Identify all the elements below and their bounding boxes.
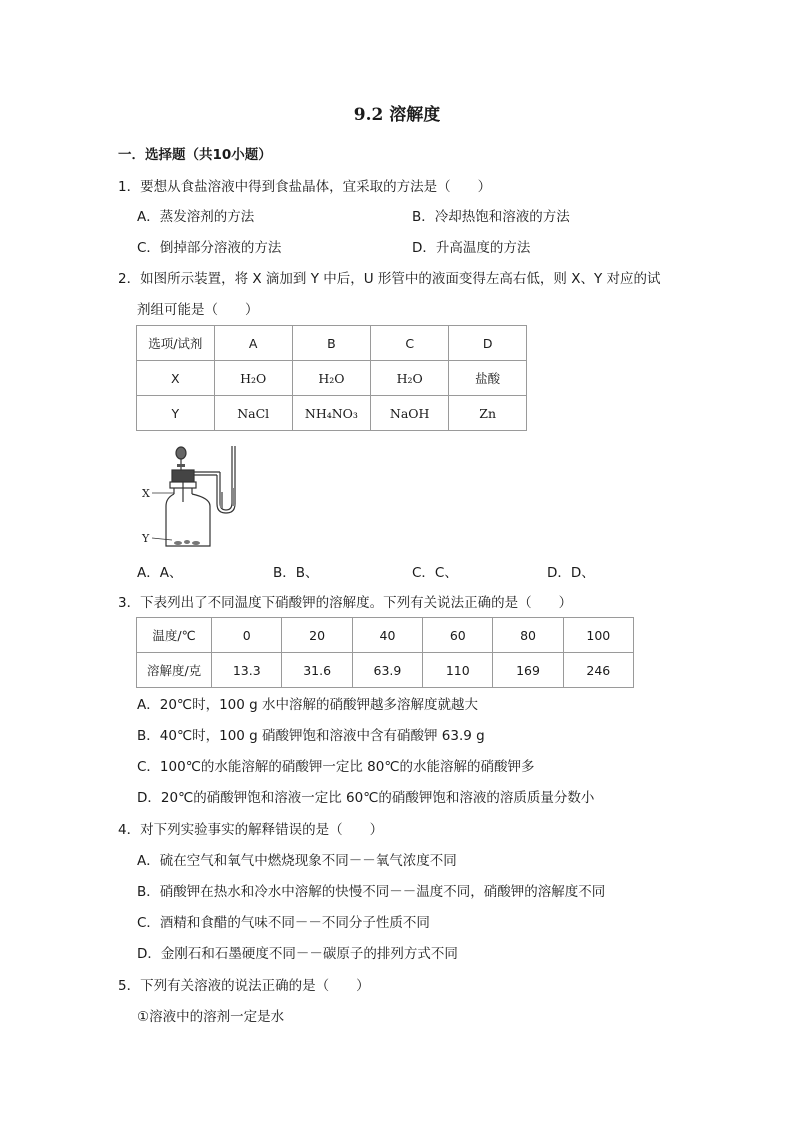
bottle-body <box>166 494 210 546</box>
funnel-bulb <box>176 447 186 459</box>
q3-cell: 温度/℃ <box>137 618 212 653</box>
bottle-stopper <box>172 470 194 482</box>
q2-header-cell: 选项/试剂 <box>137 326 215 361</box>
q2-cell: H₂O <box>371 361 449 396</box>
label-x: X <box>142 487 150 500</box>
q3-cell: 80 <box>493 618 563 653</box>
q2-table-row-x <box>137 361 527 396</box>
q2-option-d: D．D、 <box>547 565 595 581</box>
q3-option-c: C．100℃的水能溶解的硝酸钾一定比 80℃的水能溶解的硝酸钾多 <box>137 759 535 775</box>
q2-stem-line1: 2．如图所示装置，将 X 滴加到 Y 中后，U 形管中的液面变得左高右低，则 X、Y 对应的试 <box>118 271 661 287</box>
q4-option-c: C．酒精和食醋的气味不同－－不同分子性质不同 <box>137 915 430 931</box>
q4-option-d: D．金刚石和石墨硬度不同－－碳原子的排列方式不同 <box>137 946 458 962</box>
q2-cell: H₂O <box>214 361 292 396</box>
q2-table-header-row <box>137 326 527 361</box>
q3-cell: 20 <box>282 618 352 653</box>
q3-option-d: D．20℃的硝酸钾饱和溶液一定比 60℃的硝酸钾饱和溶液的溶质质量分数小 <box>137 790 595 806</box>
q2-header-cell: C <box>371 326 449 361</box>
q3-cell: 169 <box>493 653 563 688</box>
q2-cell: X <box>137 361 215 396</box>
q3-cell: 31.6 <box>282 653 352 688</box>
q1-option-a: A．蒸发溶剂的方法 <box>137 209 255 225</box>
q2-cell: NaOH <box>371 396 449 431</box>
q3-solubility-table <box>136 617 634 688</box>
q3-cell: 246 <box>563 653 633 688</box>
q1-option-b: B．冷却热饱和溶液的方法 <box>412 209 570 225</box>
q5-statement-1: ①溶液中的溶剂一定是水 <box>137 1009 285 1025</box>
q4-option-b: B．硝酸钾在热水和冷水中溶解的快慢不同－－温度不同，硝酸钾的溶解度不同 <box>137 884 606 900</box>
q2-option-b: B．B、 <box>273 565 319 581</box>
q2-stem-line2: 剂组可能是（ ） <box>137 302 259 318</box>
q2-option-a: A．A、 <box>137 565 183 581</box>
q3-solubility-row <box>137 653 634 688</box>
q4-stem: 4．对下列实验事实的解释错误的是（ ） <box>118 822 384 838</box>
q2-header-cell: A <box>214 326 292 361</box>
q2-option-c: C．C、 <box>412 565 458 581</box>
q2-cell: NH₄NO₃ <box>292 396 370 431</box>
page-title: 9.2 溶解度 <box>353 105 441 125</box>
q3-cell: 溶解度/克 <box>137 653 212 688</box>
q1-option-c: C．倒掉部分溶液的方法 <box>137 240 282 256</box>
q3-stem: 3．下表列出了不同温度下硝酸钾的溶解度。下列有关说法正确的是（ ） <box>118 595 573 611</box>
q3-temperature-row <box>137 618 634 653</box>
q2-cell: Y <box>137 396 215 431</box>
q2-reagent-table <box>136 325 527 431</box>
q3-cell: 110 <box>423 653 493 688</box>
q3-option-a: A．20℃时，100 g 水中溶解的硝酸钾越多溶解度就越大 <box>137 697 478 713</box>
section-heading: 一．选择题（共10小题） <box>118 147 272 163</box>
q2-cell: H₂O <box>292 361 370 396</box>
q2-cell: NaCl <box>214 396 292 431</box>
label-y: Y <box>142 532 150 545</box>
q3-cell: 0 <box>212 618 282 653</box>
q3-cell: 63.9 <box>352 653 422 688</box>
q2-cell: 盐酸 <box>449 361 527 396</box>
q1-stem: 1．要想从食盐溶液中得到食盐晶体，宜采取的方法是（ ） <box>118 179 492 195</box>
apparatus-figure <box>140 440 245 552</box>
q3-cell: 100 <box>563 618 633 653</box>
q3-cell: 13.3 <box>212 653 282 688</box>
q1-option-d: D．升高温度的方法 <box>412 240 531 256</box>
q3-option-b: B．40℃时，100 g 硝酸钾饱和溶液中含有硝酸钾 63.9 g <box>137 728 485 744</box>
q5-stem: 5．下列有关溶液的说法正确的是（ ） <box>118 978 370 994</box>
q2-header-cell: B <box>292 326 370 361</box>
q3-cell: 60 <box>423 618 493 653</box>
q2-table-row-y <box>137 396 527 431</box>
q3-cell: 40 <box>352 618 422 653</box>
q2-cell: Zn <box>449 396 527 431</box>
q2-header-cell: D <box>449 326 527 361</box>
q4-option-a: A．硫在空气和氧气中燃烧现象不同－－氧气浓度不同 <box>137 853 457 869</box>
